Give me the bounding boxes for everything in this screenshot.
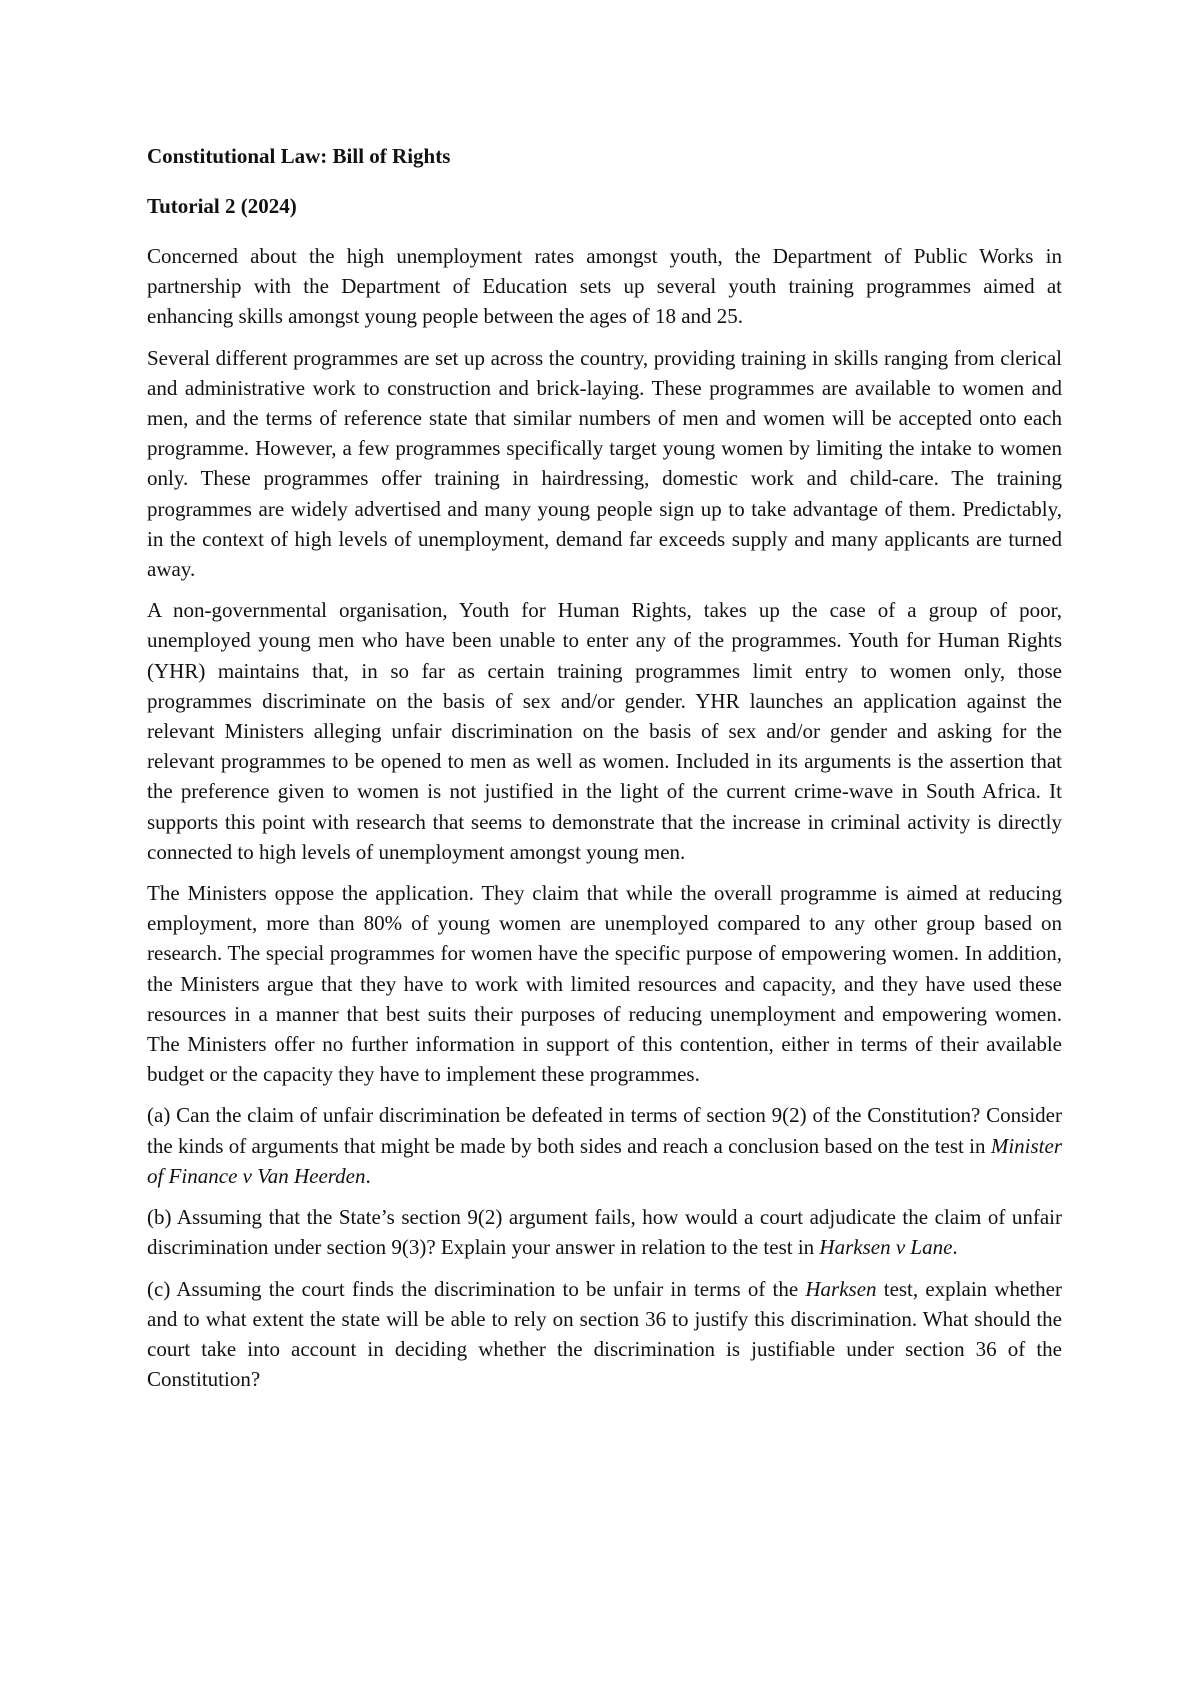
- paragraph-programmes: Several different programmes are set up across the country, providing training in skills ranging from clerical and administrative work to construction and brick-laying. These programmes are available to women and men, and the terms of reference state that similar numbers of men and women will be accepted onto each programme. However, a few programmes specifically target young women by limiting the intake to women only. These programmes offer training in hairdressing, domestic work and child-care. The training programmes are widely advertised and many young people sign up to take advantage of them. Predictably, in the context of high levels of unemployment, demand far exceeds supply and many applicants are turned away.: [147, 345, 1062, 582]
- question-a-case-name: Minister of Finance v Van Heerden: [147, 1133, 1062, 1188]
- document-title: Constitutional Law: Bill of Rights: [147, 144, 451, 168]
- question-c-start: (c) Assuming the court finds the discrimination to be unfair in terms of the: [147, 1276, 806, 1301]
- question-c: [147, 1274, 1062, 1395]
- question-a: [147, 1100, 1062, 1191]
- question-c-text: test, explain whether and to what extent the state will be able to rely on section 36 to justify this discrimination. What should the court take into account in deciding whether the discrimination is justifiable under section 36 of the Constitution?: [147, 1276, 1062, 1392]
- question-b: [147, 1202, 1062, 1262]
- question-c-case-name: Harksen: [805, 1276, 877, 1301]
- question-a-end: .: [365, 1163, 371, 1188]
- question-b-case-name: Harksen v Lane: [819, 1235, 953, 1260]
- paragraph-intro: Concerned about the high unemployment rates amongst youth, the Department of Public Works in partnership with the Department of Education sets up several youth training programmes aimed at enhancing skills amongst young people between the ages of 18 and 25.: [147, 244, 1062, 329]
- question-b-end: .: [952, 1235, 958, 1260]
- question-a-text: (a) Can the claim of unfair discrimination be defeated in terms of section 9(2) of the Constitution? Consider the kinds of arguments that might be made by both sides and reach a conclusion based on the test in: [147, 1103, 1062, 1158]
- tutorial-heading: Tutorial 2 (2024): [147, 194, 297, 218]
- paragraph-ministers-opposition: The Ministers oppose the application. They claim that while the overall programme is aimed at reducing employment, more than 80% of young women are unemployed compared to any other group based on research. The special programmes for women have the specific purpose of empowering women. In addition, the Ministers argue that they have to work with limited resources and capacity, and they have used these resources in a manner that best suits their purposes of reducing unemployment and empowering women. The Ministers offer no further information in support of this contention, either in terms of their available budget or the capacity they have to implement these programmes.: [147, 881, 1062, 1087]
- paragraph-yhr-application: A non-governmental organisation, Youth for Human Rights, takes up the case of a group of poor, unemployed young men who have been unable to enter any of the programmes. Youth for Human Rights (YHR) maintains that, in so far as certain training programmes limit entry to women only, those programmes discriminate on the basis of sex and/or gender. YHR launches an application against the relevant Ministers alleging unfair discrimination on the basis of sex and/or gender and asking for the relevant programmes to be opened to men as well as women. Included in its arguments is the assertion that the preference given to women is not justified in the light of the current crime-wave in South Africa. It supports this point with research that seems to demonstrate that the increase in criminal activity is directly connected to high levels of unemployment amongst young men.: [147, 598, 1062, 864]
- document-page: [147, 141, 1062, 1405]
- question-b-text: (b) Assuming that the State’s section 9(2) argument fails, how would a court adjudicate the claim of unfair discrimination under section 9(3)? Explain your answer in relation to the test in: [147, 1205, 1062, 1260]
